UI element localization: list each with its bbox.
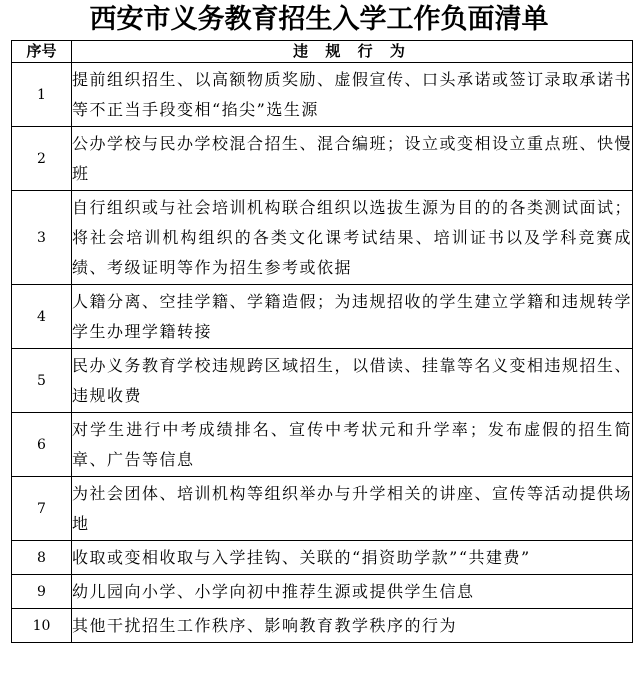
row-behavior: 提前组织招生、以高额物质奖励、虚假宣传、口头承诺或签订录取承诺书等不正当手段变相“掐尖”选生源 xyxy=(72,63,633,127)
row-behavior: 对学生进行中考成绩排名、宣传中考状元和升学率；发布虚假的招生简章、广告等信息 xyxy=(72,413,633,477)
row-number: 5 xyxy=(12,349,72,413)
row-behavior: 为社会团体、培训机构等组织举办与升学相关的讲座、宣传等活动提供场地 xyxy=(72,477,633,541)
row-number: 4 xyxy=(12,285,72,349)
row-behavior: 人籍分离、空挂学籍、学籍造假；为违规招收的学生建立学籍和违规转学学生办理学籍转接 xyxy=(72,285,633,349)
table-row xyxy=(12,191,633,285)
table-row xyxy=(12,413,633,477)
row-number: 6 xyxy=(12,413,72,477)
table-row xyxy=(12,349,633,413)
table-row xyxy=(12,609,633,643)
negative-list-table xyxy=(11,40,633,643)
table-row xyxy=(12,285,633,349)
header-behavior: 违 规 行 为 xyxy=(72,41,633,63)
table-row xyxy=(12,575,633,609)
table-row xyxy=(12,541,633,575)
row-number: 9 xyxy=(12,575,72,609)
row-number: 8 xyxy=(12,541,72,575)
row-number: 2 xyxy=(12,127,72,191)
row-behavior: 收取或变相收取与入学挂钩、关联的“捐资助学款”“共建费” xyxy=(72,541,633,575)
header-number: 序号 xyxy=(12,41,72,63)
row-behavior: 公办学校与民办学校混合招生、混合编班；设立或变相设立重点班、快慢班 xyxy=(72,127,633,191)
table-row xyxy=(12,63,633,127)
table-header-row xyxy=(12,41,633,63)
document-title: 西安市义务教育招生入学工作负面清单 xyxy=(89,4,549,35)
row-number: 7 xyxy=(12,477,72,541)
row-behavior: 幼儿园向小学、小学向初中推荐生源或提供学生信息 xyxy=(72,575,633,609)
row-number: 3 xyxy=(12,191,72,285)
row-number: 1 xyxy=(12,63,72,127)
row-number: 10 xyxy=(12,609,72,643)
row-behavior: 民办义务教育学校违规跨区域招生，以借读、挂靠等名义变相违规招生、违规收费 xyxy=(72,349,633,413)
row-behavior: 其他干扰招生工作秩序、影响教育教学秩序的行为 xyxy=(72,609,633,643)
table-row xyxy=(12,477,633,541)
row-behavior: 自行组织或与社会培训机构联合组织以选拔生源为目的的各类测试面试；将社会培训机构组织的各类文化课考试结果、培训证书以及学科竞赛成绩、考级证明等作为招生参考或依据 xyxy=(72,191,633,285)
table-row xyxy=(12,127,633,191)
